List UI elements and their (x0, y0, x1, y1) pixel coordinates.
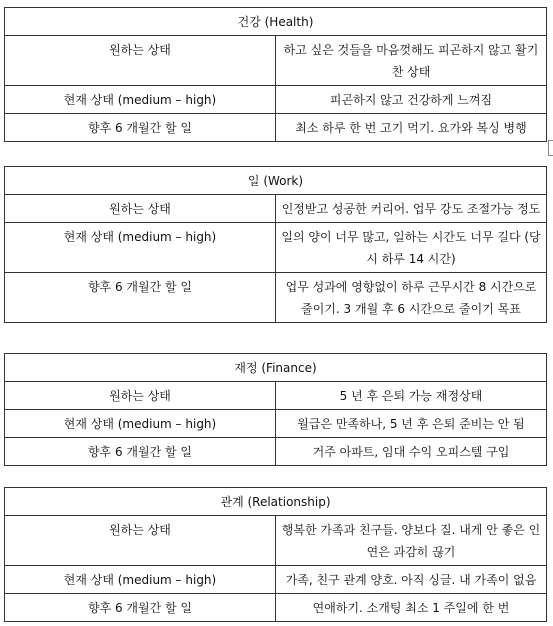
row-value: 거주 아파트, 임대 수익 오피스텔 구입 (276, 438, 547, 466)
row-label: 향후 6 개월간 할 일 (5, 594, 276, 622)
section-title: 일 (Work) (5, 167, 547, 195)
row-label: 향후 6 개월간 할 일 (5, 273, 276, 323)
row-label: 현재 상태 (medium – high) (5, 566, 276, 594)
row-label: 원하는 상태 (5, 36, 276, 86)
page-boundary-marker (548, 140, 553, 156)
row-label: 원하는 상태 (5, 382, 276, 410)
row-label: 현재 상태 (medium – high) (5, 410, 276, 438)
row-label: 향후 6 개월간 할 일 (5, 114, 276, 142)
row-value: 하고 싶은 것들을 마음껏해도 피곤하지 않고 활기찬 상태 (276, 36, 547, 86)
row-value: 피곤하지 않고 건강하게 느껴짐 (276, 86, 547, 114)
section-title: 관계 (Relationship) (5, 488, 547, 516)
row-value: 연애하기. 소개팅 최소 1 주일에 한 번 (276, 594, 547, 622)
row-value: 최소 하루 한 번 고기 먹기. 요가와 복싱 병행 (276, 114, 547, 142)
row-value: 가족, 친구 관계 양호. 아직 싱글. 내 가족이 없음 (276, 566, 547, 594)
row-value: 행복한 가족과 친구들. 양보다 질. 내게 안 좋은 인연은 과감히 끊기 (276, 516, 547, 566)
row-label: 현재 상태 (medium – high) (5, 86, 276, 114)
section-title: 건강 (Health) (5, 8, 547, 36)
row-label: 원하는 상태 (5, 195, 276, 223)
row-label: 향후 6 개월간 할 일 (5, 438, 276, 466)
row-value: 월급은 만족하나, 5 년 후 은퇴 준비는 안 됨 (276, 410, 547, 438)
row-value: 일의 양이 너무 많고, 일하는 시간도 너무 길다 (당시 하루 14 시간) (276, 223, 547, 273)
relationship-table (4, 487, 547, 622)
row-value: 업무 성과에 영향없이 하루 근무시간 8 시간으로 줄이기. 3 개월 후 6 시간으로 줄이기 목표 (276, 273, 547, 323)
row-value: 5 년 후 은퇴 가능 재정상태 (276, 382, 547, 410)
finance-table (4, 353, 547, 466)
health-table (4, 7, 547, 142)
row-label: 현재 상태 (medium – high) (5, 223, 276, 273)
work-table (4, 166, 547, 323)
row-label: 원하는 상태 (5, 516, 276, 566)
row-value: 인정받고 성공한 커리어. 업무 강도 조절가능 정도 (276, 195, 547, 223)
section-title: 재정 (Finance) (5, 354, 547, 382)
